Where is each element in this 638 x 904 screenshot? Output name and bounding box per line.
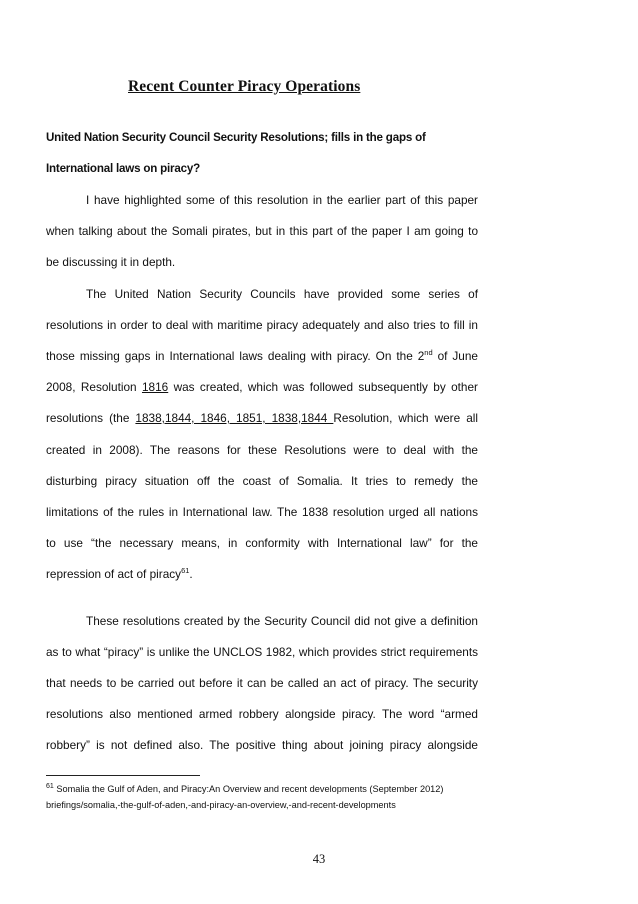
para2-line-2: resolutions in order to deal with maritime piracy adequately and also tries to fill in [46,318,478,332]
para2-line-6: created in 2008). The reasons for these Resolutions were to deal with the [46,443,478,457]
para1-line-2: when talking about the Somali pirates, but in this part of the paper I am going to [46,224,478,238]
para3-line-2: as to what “piracy” is unlike the UNCLOS 1982, which provides strict requirements [46,645,478,659]
footnote-number: 61 [46,783,54,790]
para2-line-1: The United Nation Security Councils have provided some series of [86,287,478,301]
footnote-line-1: $^{61}$ Somalia the Gulf of Aden, and Piracy:An Overview and recent developments (September 2012) [46,783,444,794]
section-heading-line-2: International laws on piracy? [46,162,200,175]
resolution-1816-link[interactable]: 1816 [141,380,169,394]
para3-line-3: that needs to be carried out before it can be called an act of piracy. The security [46,676,478,690]
para2-line-7: disturbing piracy situation off the coast of Somalia. It tries to remedy the [46,474,478,488]
section-heading-line-1: United Nation Security Council Security Resolutions; fills in the gaps of [46,131,426,144]
para3-line-5: robbery” is not defined also. The positive thing about joining piracy alongside [46,738,478,752]
para1-line-3: be discussing it in depth. [46,255,176,269]
para2-line-5: resolutions (the 1838,1844, 1846, 1851, 1838,1844 Resolution, which were all [46,411,478,425]
para3-line-1: These resolutions created by the Security Council did not give a definition [86,614,478,628]
para2-line-8: limitations of the rules in International law. The 1838 resolution urged all nations [46,505,478,519]
page-title: Recent Counter Piracy Operations [128,78,361,95]
para3-line-4: resolutions also mentioned armed robbery alongside piracy. The word “armed [46,707,478,721]
para2-line-9: to use “the necessary means, in conformity with International law” for the [46,536,478,550]
footnote-line-2: briefings/somalia,-the-gulf-of-aden,-and-piracy-an-overview,-and-recent-developments [46,800,396,810]
footnote-divider [46,775,200,776]
resolutions-list-link[interactable]: 1838,1844, 1846, 1851, 1838,1844 [135,411,334,425]
footnote-reference[interactable]: 61 [181,566,190,575]
para2-line-10: repression of act of piracy$^{61}$. [46,566,193,581]
para2-line-3: those missing gaps in International laws dealing with piracy. On the 2nd of June [46,348,478,363]
page-number: 43 [312,852,326,866]
superscript: nd [424,348,433,357]
para2-line-4: 2008, Resolution 1816 was created, which was followed subsequently by other [46,380,478,394]
para1-line-1: I have highlighted some of this resolution in the earlier part of this paper [86,193,478,207]
